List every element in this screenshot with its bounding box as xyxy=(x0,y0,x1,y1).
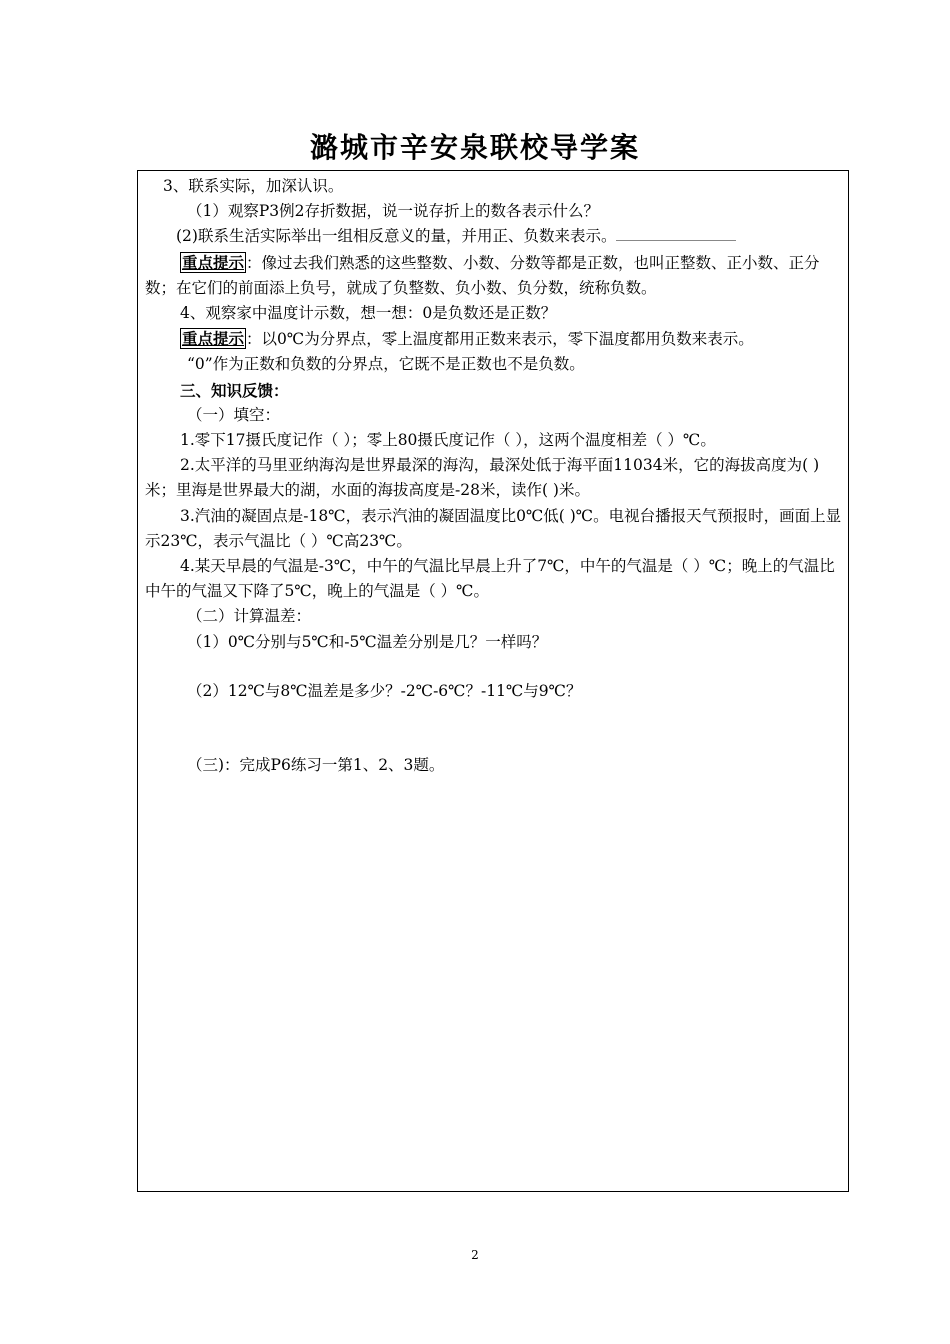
question-2: 2.太平洋的马里亚纳海沟是世界最深的海沟，最深处低于海平面11034米，它的海拔高度为( )米；里海是世界最大的湖，水面的海拔高度是-28米，读作( )米。 xyxy=(145,456,820,500)
question-1: 1.零下17摄氏度记作（ ）；零上80摄氏度记作（ ），这两个温度相差（ ）℃。 xyxy=(180,431,716,450)
question-3: 3.汽油的凝固点是-18℃，表示汽油的凝固温度比0℃低( )℃。电视台播报天气预报时，画面上显示23℃，表示气温比（ ）℃高23℃。 xyxy=(145,506,842,550)
section-3-heading: 三、知识反馈： xyxy=(180,380,289,400)
calc-item-1: （1）0℃分别与5℃和-5℃温差分别是几？一样吗？ xyxy=(187,632,548,651)
worksheet-body xyxy=(145,174,845,778)
key-tip-label: 重点提示 xyxy=(182,252,245,272)
key-tip-2 xyxy=(145,326,845,352)
question-4: 4.某天早晨的气温是-3℃，中午的气温比早晨上升了7℃，中午的气温是（ ）℃；晚上的气温比中午的气温又下降了5℃，晚上的气温是（ ）℃。 xyxy=(145,557,835,601)
zero-note: “0”作为正数和负数的分界点，它既不是正数也不是负数。 xyxy=(187,355,585,374)
page-title: 潞城市辛安泉联校导学案 xyxy=(309,131,640,164)
step-3-heading: 3、联系实际，加深认识。 xyxy=(163,177,344,195)
step-4-heading: 4、观察家中温度计示数，想一想：0是负数还是正数？ xyxy=(180,304,557,323)
key-tip-1 xyxy=(145,250,845,301)
step-3-item-2 xyxy=(145,224,845,249)
key-tip-1-text: ：像过去我们熟悉的这些整数、小数、分数等都是正数，也叫正整数、正小数、正分数；在它们的前面添上负号，就成了负整数、负小数、负分数，统称负数。 xyxy=(145,253,820,297)
calc-item-2: （2）12℃与8℃温差是多少？-2℃-6℃？-11℃与9℃？ xyxy=(187,681,582,700)
key-tip-label: 重点提示 xyxy=(182,329,245,349)
exercise-item: （三)：完成P6练习一第1、2、3题。 xyxy=(187,756,445,775)
step-3-item-1: （1）观察P3例2存折数据，说一说存折上的数各表示什么？ xyxy=(187,202,600,221)
key-tip-2-text: ：以0℃为分界点，零上温度都用正数来表示，零下温度都用负数来表示。 xyxy=(246,330,754,349)
calc-heading: （二）计算温差： xyxy=(187,607,312,626)
answer-blank-line xyxy=(616,226,736,241)
page-number: 2 xyxy=(471,1248,479,1262)
step-3-item-2-text: (2)联系生活实际举出一组相反意义的量，并用正、负数来表示。 xyxy=(176,227,617,246)
fill-in-heading: （一）填空： xyxy=(187,405,281,424)
